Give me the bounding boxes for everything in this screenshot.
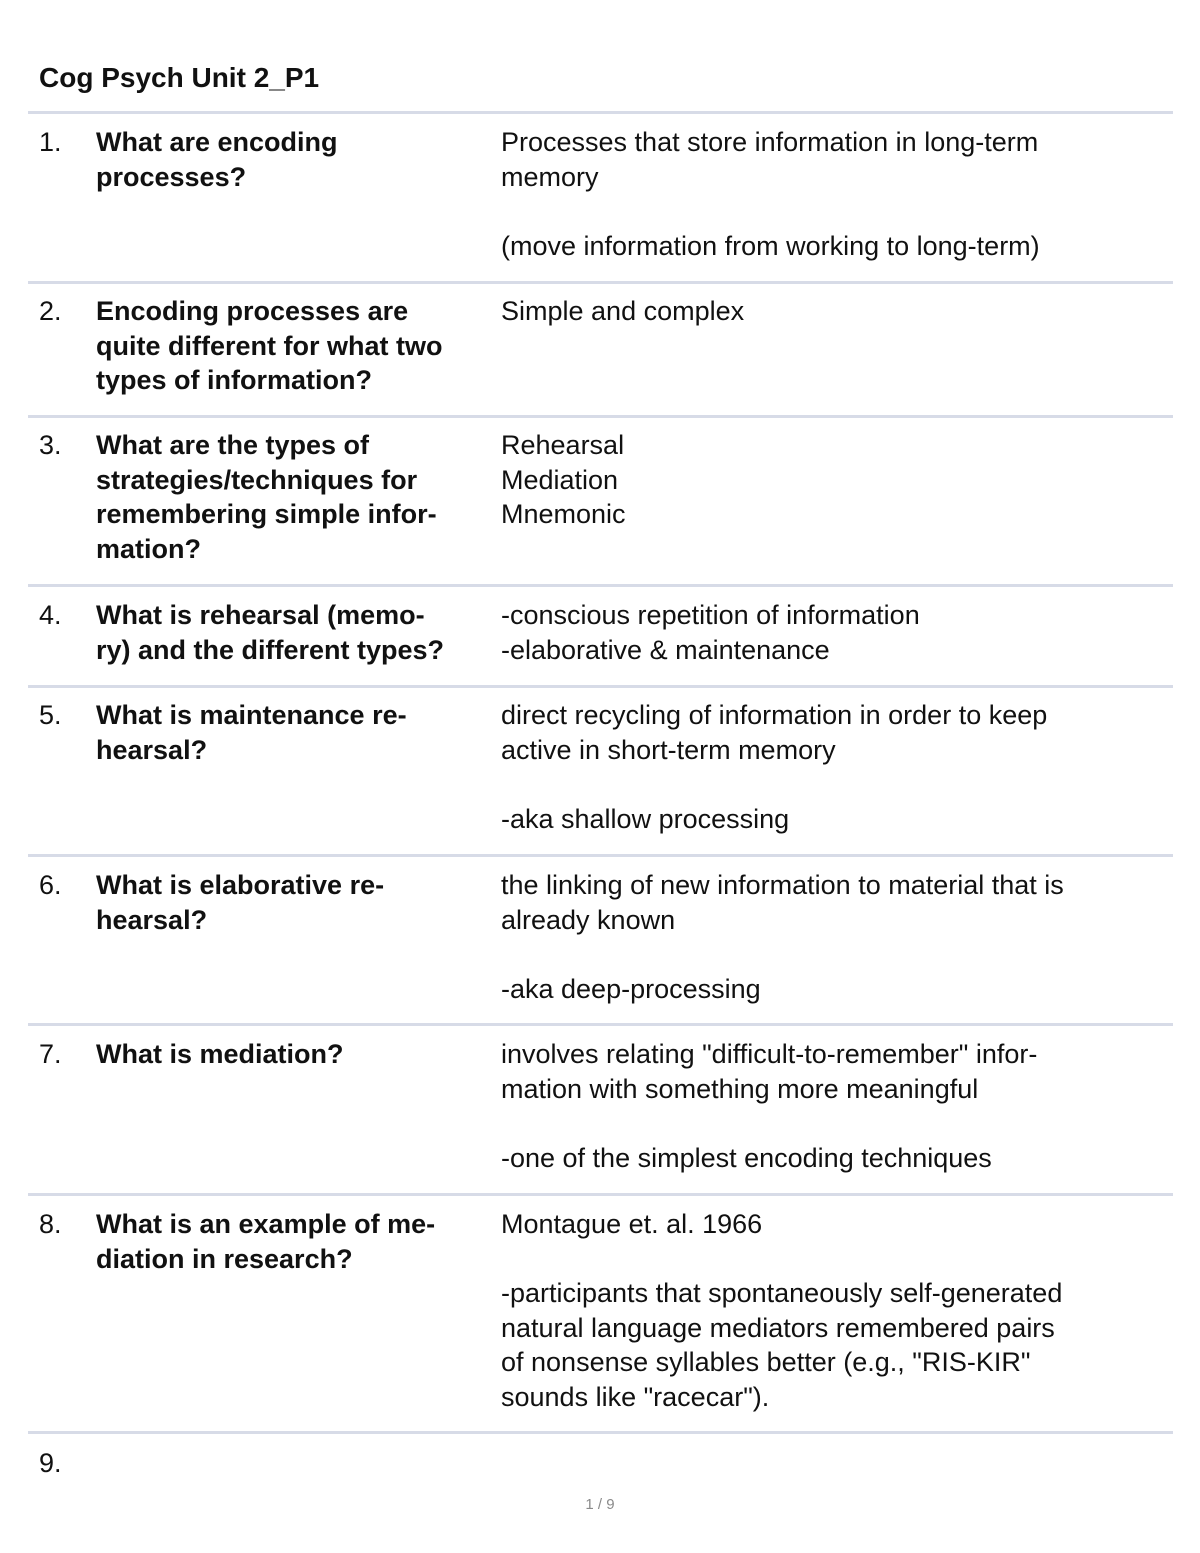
divider	[28, 1431, 1173, 1434]
card-number: 2.	[39, 296, 62, 326]
card-definition: Simple and complex	[501, 296, 745, 326]
card-term: What is maintenance re- hearsal?	[96, 700, 407, 765]
card-term: What is elaborative re- hearsal?	[96, 870, 385, 935]
card-definition: Montague et. al. 1966 -participants that spontaneously self-generated natural language mediators remembered pairs of nonsense syllables better (e.g., "RIS-KIR" sounds like "racecar").	[501, 1209, 1063, 1412]
card-definition: Rehearsal Mediation Mnemonic	[501, 430, 626, 529]
card-number: 8.	[39, 1209, 62, 1239]
divider	[28, 854, 1173, 857]
card-term: What are the types of strategies/techniques for remembering simple infor- mation?	[96, 430, 437, 564]
divider	[28, 415, 1173, 418]
card-term: What is mediation?	[96, 1039, 344, 1069]
card-term: What are encoding processes?	[96, 127, 338, 192]
divider	[28, 281, 1173, 284]
divider	[28, 584, 1173, 587]
card-definition: Processes that store information in long-term memory (move information from working to long-term)	[501, 127, 1040, 261]
card-number: 1.	[39, 127, 62, 157]
card-definition: involves relating "difficult-to-remember" infor- mation with something more meaningful -one of the simplest encoding techniques	[501, 1039, 1038, 1173]
card-number: 5.	[39, 700, 62, 730]
card-definition: direct recycling of information in order to keep active in short-term memory -aka shallow processing	[501, 700, 1048, 834]
card-number: 6.	[39, 870, 62, 900]
card-term: What is an example of me- diation in research?	[96, 1209, 436, 1274]
document-title: Cog Psych Unit 2_P1	[39, 62, 320, 93]
card-term: Encoding processes are quite different for what two types of information?	[96, 296, 443, 395]
card-number: 9.	[39, 1448, 62, 1478]
card-definition: -conscious repetition of information -elaborative & maintenance	[501, 600, 920, 665]
card-number: 4.	[39, 600, 62, 630]
card-definition: the linking of new information to material that is already known -aka deep-processing	[501, 870, 1064, 1004]
divider	[28, 1023, 1173, 1026]
card-number: 3.	[39, 430, 62, 460]
page-indicator: 1 / 9	[585, 1496, 615, 1513]
divider	[28, 111, 1173, 114]
divider	[28, 1193, 1173, 1196]
divider	[28, 685, 1173, 688]
card-term: What is rehearsal (memo- ry) and the different types?	[96, 600, 445, 665]
card-number: 7.	[39, 1039, 62, 1069]
